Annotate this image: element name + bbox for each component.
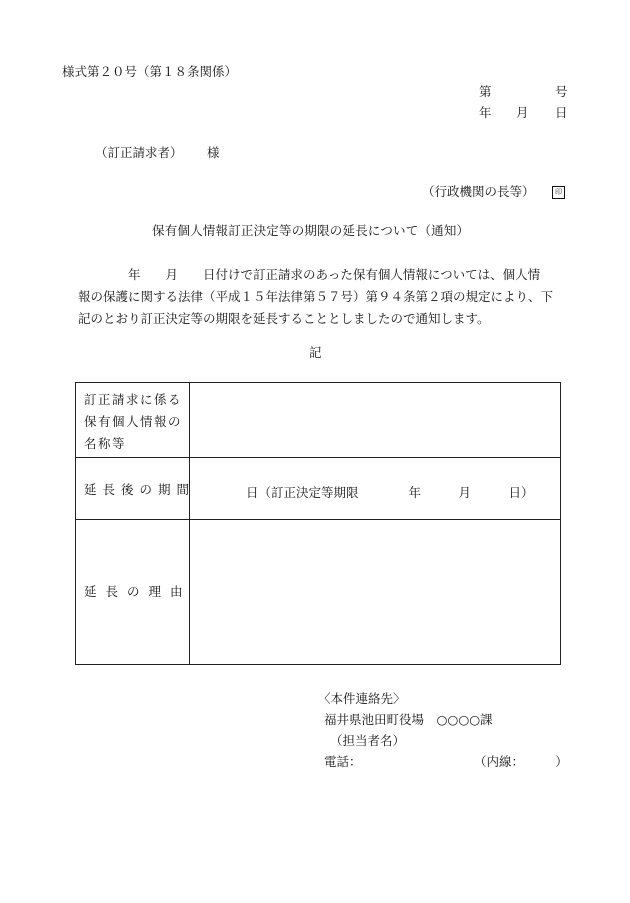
document-number-suffix: 号 xyxy=(555,84,568,99)
document-title: 保有個人情報訂正決定等の期限の延長について（通知） xyxy=(152,223,470,238)
notice-body-line-3: 記のとおり訂正決定等の期限を延長することとしましたので通知します。 xyxy=(78,311,490,326)
seal-mark: 印 xyxy=(552,186,565,199)
row-request-info-label xyxy=(84,389,182,455)
form-number: 様式第２０号（第１８条関係） xyxy=(62,64,238,79)
document-number-prefix: 第 xyxy=(479,84,492,99)
recipient-honorific: 様 xyxy=(207,145,220,160)
recipient-label: （訂正請求者） xyxy=(95,145,183,160)
notice-body xyxy=(78,264,564,330)
notice-body-line-2: 報の保護に関する法律（平成１５年法律第５７号）第９４条第２項の規定により、下 xyxy=(78,289,554,304)
sender-label: （行政機関の長等） xyxy=(422,184,535,199)
row-request-info-label-line-3: 名称等 xyxy=(84,436,127,451)
notice-body-line-1: 年 月 日付けで訂正請求のあった保有個人情報については、個人情 xyxy=(78,267,541,282)
ki-heading: 記 xyxy=(309,345,322,360)
date-day-label: 日 xyxy=(555,105,568,120)
row-extension-reason-label: 延長の理由 xyxy=(84,584,192,599)
details-table xyxy=(75,382,561,665)
date-month-label: 月 xyxy=(516,105,529,120)
table-row-divider-2 xyxy=(76,519,560,520)
contact-phone: 電話： （内線： ） xyxy=(324,754,568,769)
table-column-divider xyxy=(189,383,190,664)
contact-office: 福井県池田町役場 ○○○○課 xyxy=(324,712,493,727)
contact-person: （担当者名） xyxy=(330,733,406,748)
table-row-divider-1 xyxy=(76,457,560,458)
row-extended-period-label: 延長後の期間 xyxy=(84,482,196,497)
contact-heading: 〈本件連絡先〉 xyxy=(318,691,406,706)
date-year-label: 年 xyxy=(479,105,492,120)
row-extended-period-value: 日（訂正決定等期限 年 月 日） xyxy=(246,485,534,500)
row-request-info-label-line-1: 訂正請求に係る xyxy=(84,392,183,407)
row-request-info-label-line-2: 保有個人情報の xyxy=(84,414,183,429)
contact-block xyxy=(318,688,568,772)
